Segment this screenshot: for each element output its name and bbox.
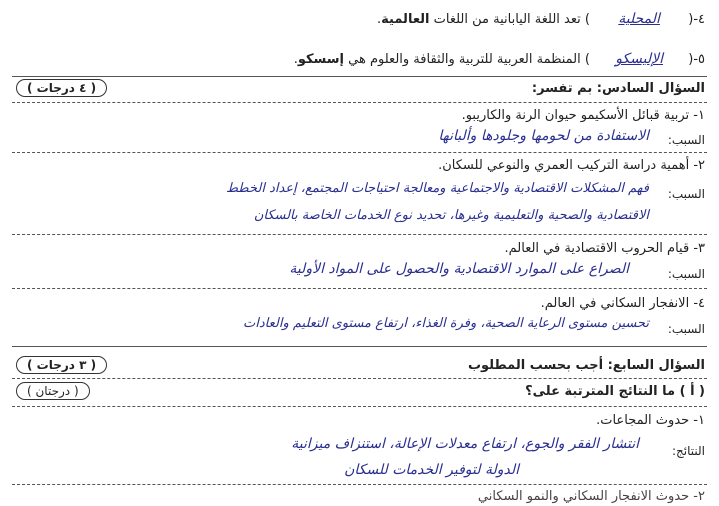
section7-results-answer-line2: الدولة لتوفير الخدمات للسكان: [344, 462, 519, 478]
section6-item3-answer: الصراع على الموارد الاقتصادية والحصول على المواد الأولية: [289, 261, 629, 277]
section6-item2-text: ٢- أهمية دراسة التركيب العمري والنوعي للسكان.: [438, 158, 705, 173]
section6-item2-answer-line2: الاقتصادية والصحية والتعليمية وغيرها، تحديد نوع الخدمات الخاصة بالسكان: [253, 208, 649, 223]
section7-grade-badge: ( ٣ درجات ): [16, 356, 107, 374]
divider: [12, 484, 707, 485]
q5-number: ٥-(: [688, 52, 705, 67]
divider: [12, 102, 707, 103]
section7-title: السؤال السابع: أجب بحسب المطلوب: [467, 358, 705, 373]
q5-end: .: [293, 52, 298, 67]
q4-handwritten-answer: المحلية: [618, 11, 660, 27]
section6-item4-text: ٤- الانفجار السكاني في العالم.: [540, 296, 705, 311]
section6-item3-label: السبب:: [667, 267, 705, 281]
q4-end: .: [377, 12, 382, 27]
divider: [12, 406, 707, 407]
section6-item4-label: السبب:: [667, 322, 705, 336]
section7-results-answer-line1: انتشار الفقر والجوع، ارتفاع معدلات الإعالة، استنزاف ميزانية: [291, 436, 639, 452]
section7-item2-partial: ٢- حدوث الانفجار السكاني والنمو السكاني: [477, 489, 705, 504]
section6-item1-text: ١- تربية قبائل الأسكيمو حيوان الرنة والكاريبو.: [461, 108, 705, 123]
section6-title: السؤال السادس: بم تفسر:: [531, 81, 705, 96]
section6-item4-answer: تحسين مستوى الرعاية الصحية، وفرة الغذاء، ارتفاع مستوى التعليم والعادات: [243, 316, 649, 331]
q4-number: ٤-(: [688, 12, 705, 27]
section7-results-label: النتائج:: [671, 444, 705, 458]
section7-sub-a: ( أ ) ما النتائج المترتبة على؟: [525, 384, 705, 399]
divider: [12, 152, 707, 153]
q5-text: ) المنظمة العربية للتربية والثقافة والعلوم هي: [348, 52, 590, 67]
divider: [12, 378, 707, 379]
q4-line: [14, 10, 705, 29]
q4-text: ) تعد اللغة اليابانية من اللغات: [433, 12, 590, 27]
section7-item1-text: ١- حدوث المجاعات.: [596, 413, 705, 428]
q4-bold-word: العالمية: [381, 12, 430, 27]
section6-item1-label: السبب:: [667, 133, 705, 147]
q5-line: [14, 50, 705, 69]
section7-sub-a-grade-badge: ( درجتان ): [16, 382, 90, 400]
q5-bold-word: إسسكو: [297, 52, 345, 67]
section6-item2-label: السبب:: [667, 187, 705, 201]
divider: [12, 346, 707, 347]
section6-item3-text: ٣- قيام الحروب الاقتصادية في العالم.: [504, 241, 705, 256]
divider: [12, 76, 707, 77]
section6-item1-answer: الاستفادة من لحومها وجلودها وألبانها: [438, 128, 649, 144]
section6-grade-badge: ( ٤ درجات ): [16, 79, 107, 97]
q5-handwritten-answer: الإليسكو: [615, 51, 664, 67]
divider: [12, 234, 707, 235]
divider: [12, 288, 707, 289]
section6-item2-answer-line1: فهم المشكلات الاقتصادية والاجتماعية ومعالجة احتياجات المجتمع، إعداد الخطط: [225, 181, 649, 196]
